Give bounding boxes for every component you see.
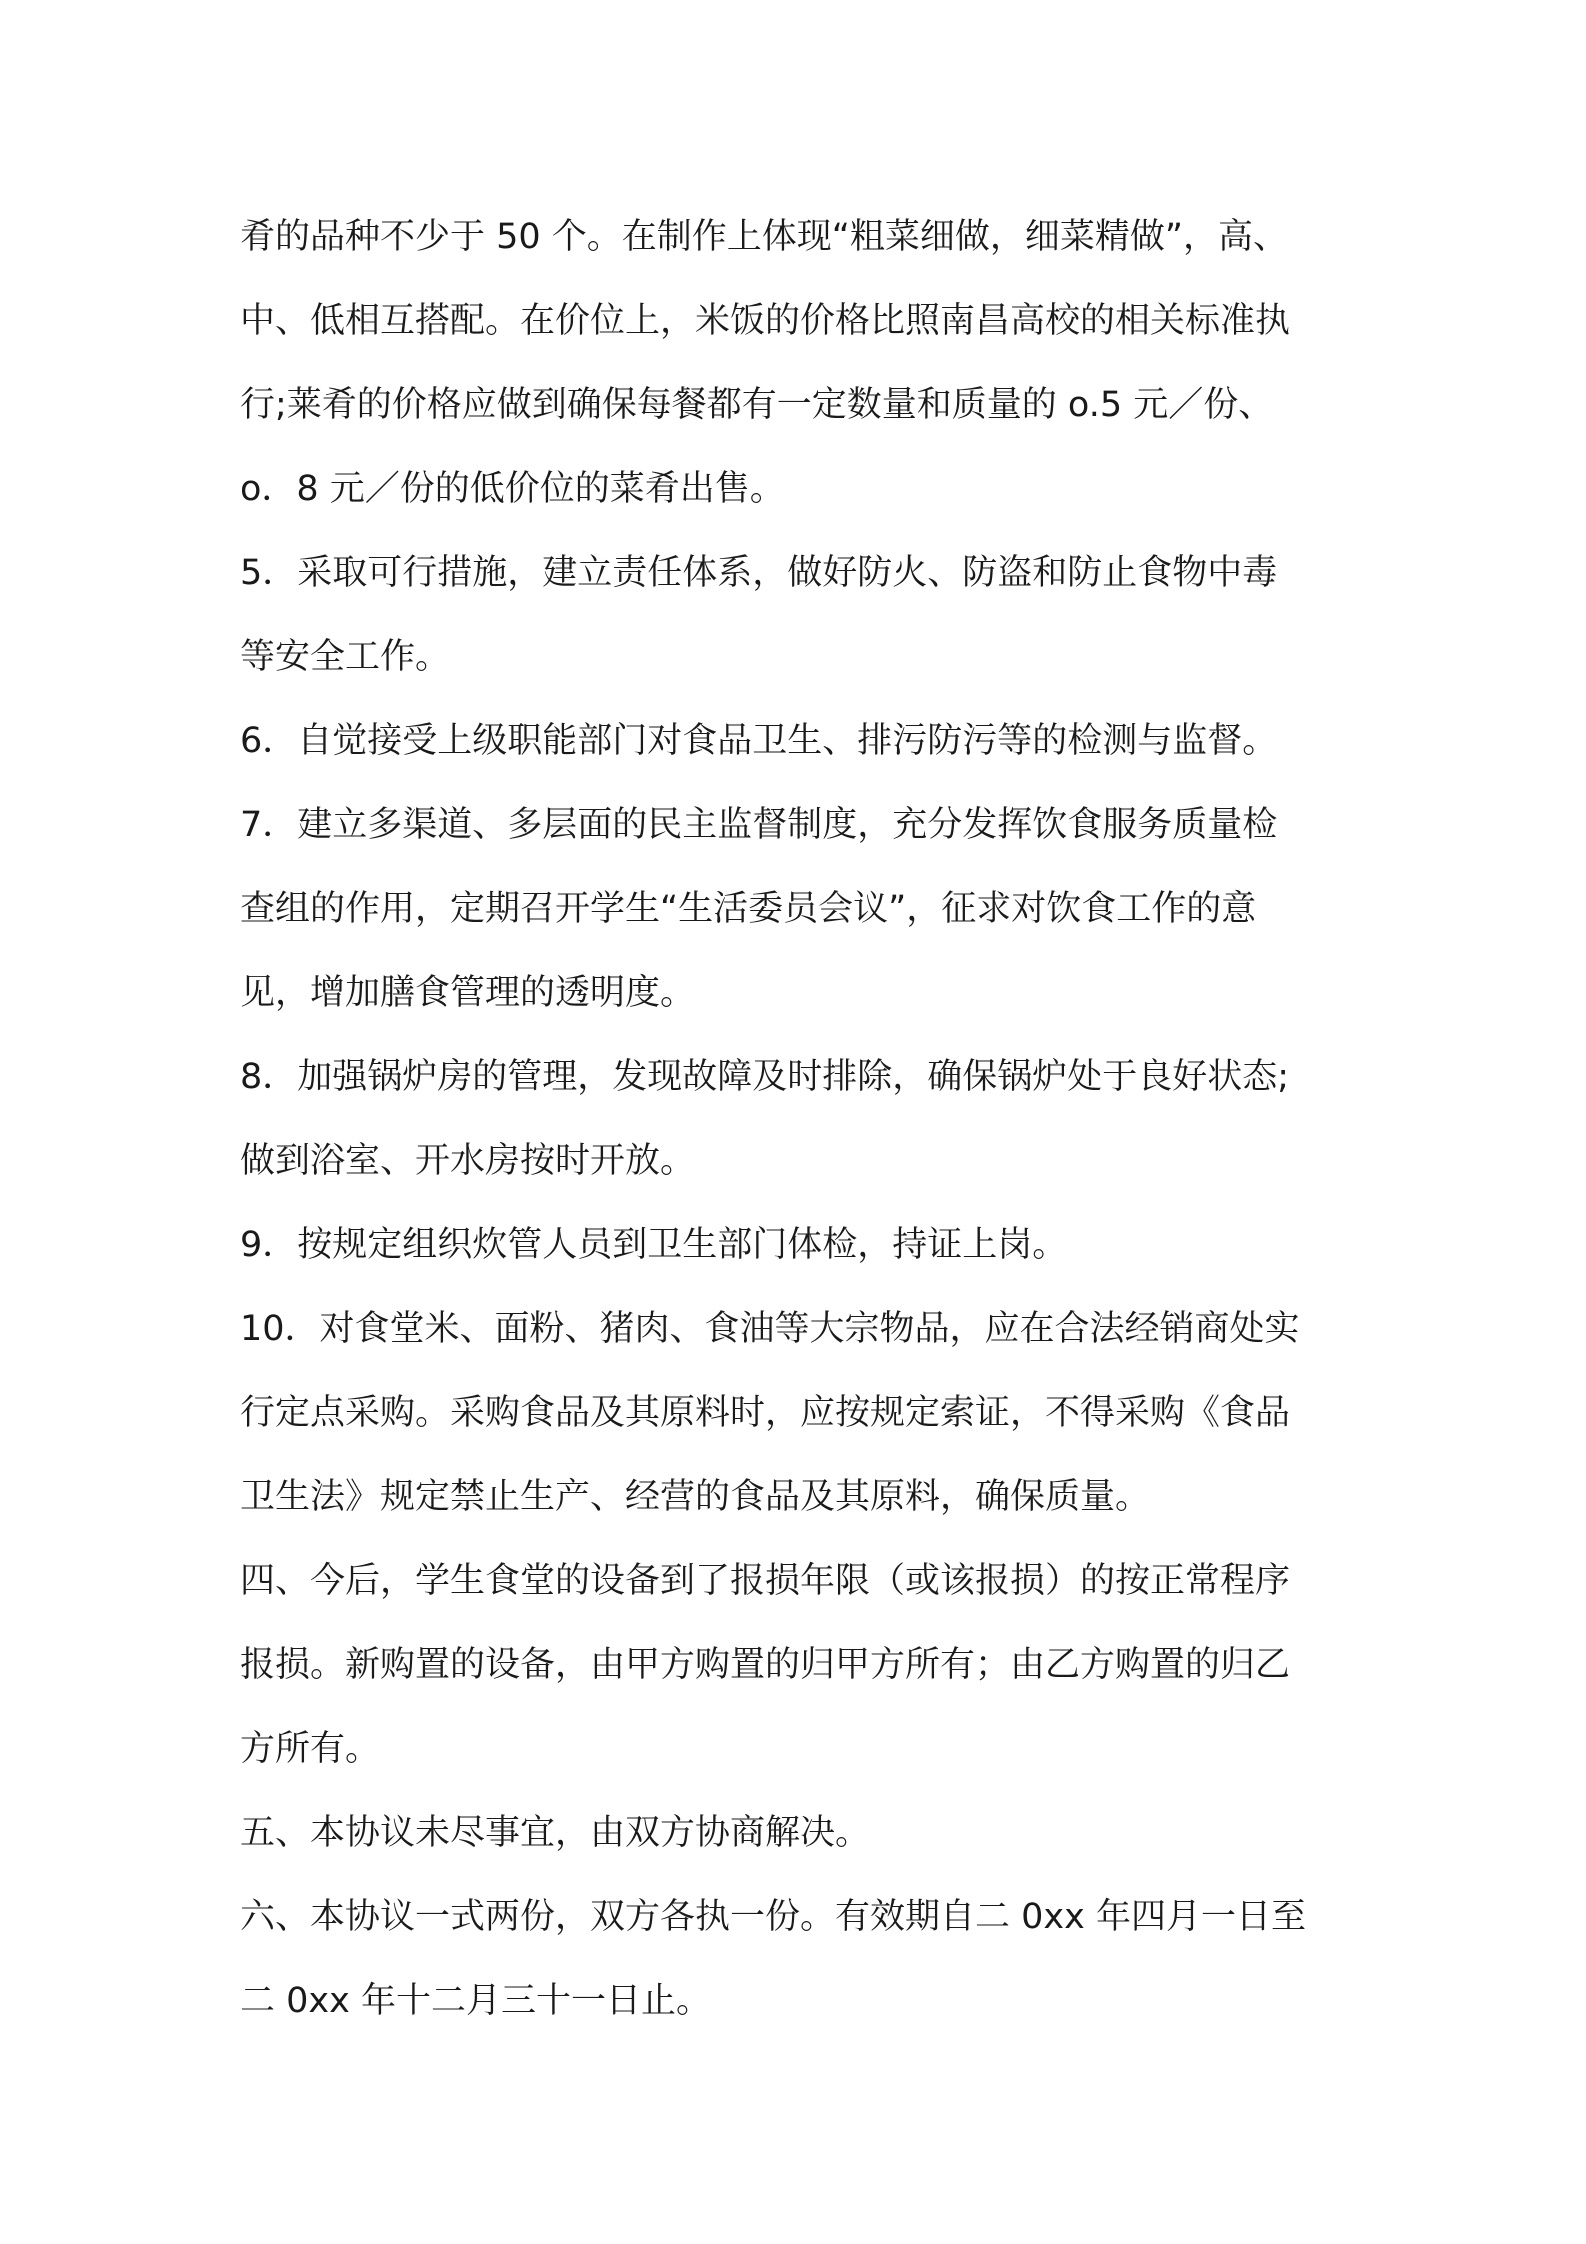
text-line: 四、今后，学生食堂的设备到了报损年限（或该报损）的按正常程序 <box>240 1561 1291 1601</box>
agreement-text-body <box>240 195 1370 2043</box>
text-line: 查组的作用，定期召开学生“生活委员会议”，征求对饮食工作的意 <box>240 889 1257 929</box>
text-line: o．8 元／份的低价位的菜肴出售。 <box>240 469 785 509</box>
text-line: 二 0xx 年十二月三十一日止。 <box>240 1981 711 2021</box>
text-line: 报损。新购置的设备，由甲方购置的归甲方所有；由乙方购置的归乙 <box>240 1645 1291 1685</box>
text-line: 五、本协议未尽事宜，由双方协商解决。 <box>240 1813 871 1853</box>
text-line: 行;莱肴的价格应做到确保每餐都有一定数量和质量的 o.5 元／份、 <box>240 385 1274 425</box>
text-line: 8．加强锅炉房的管理，发现故障及时排除，确保锅炉处于良好状态; <box>240 1057 1290 1097</box>
text-line: 等安全工作。 <box>240 637 451 677</box>
text-line: 中、低相互搭配。在价位上，米饭的价格比照南昌高校的相关标准执 <box>240 301 1291 341</box>
text-line: 6．自觉接受上级职能部门对食品卫生、排污防污等的检测与监督。 <box>240 721 1278 761</box>
text-line: 见，增加膳食管理的透明度。 <box>240 973 696 1013</box>
text-line: 六、本协议一式两份，双方各执一份。有效期自二 0xx 年四月一日至 <box>240 1897 1306 1937</box>
text-line: 7．建立多渠道、多层面的民主监督制度，充分发挥饮食服务质量检 <box>240 805 1278 845</box>
text-line: 肴的品种不少于 50 个。在制作上体现“粗菜细做，细菜精做”，高、 <box>240 217 1289 257</box>
text-line: 9．按规定组织炊管人员到卫生部门体检，持证上岗。 <box>240 1225 1068 1265</box>
text-line: 行定点采购。采购食品及其原料时，应按规定索证，不得采购《食品 <box>240 1393 1291 1433</box>
text-line: 10．对食堂米、面粉、猪肉、食油等大宗物品，应在合法经销商处实 <box>240 1309 1300 1349</box>
text-line: 5．采取可行措施，建立责任体系，做好防火、防盗和防止食物中毒 <box>240 553 1278 593</box>
text-line: 方所有。 <box>240 1729 381 1769</box>
text-line: 卫生法》规定禁止生产、经营的食品及其原料，确保质量。 <box>240 1477 1151 1517</box>
text-line: 做到浴室、开水房按时开放。 <box>240 1141 696 1181</box>
